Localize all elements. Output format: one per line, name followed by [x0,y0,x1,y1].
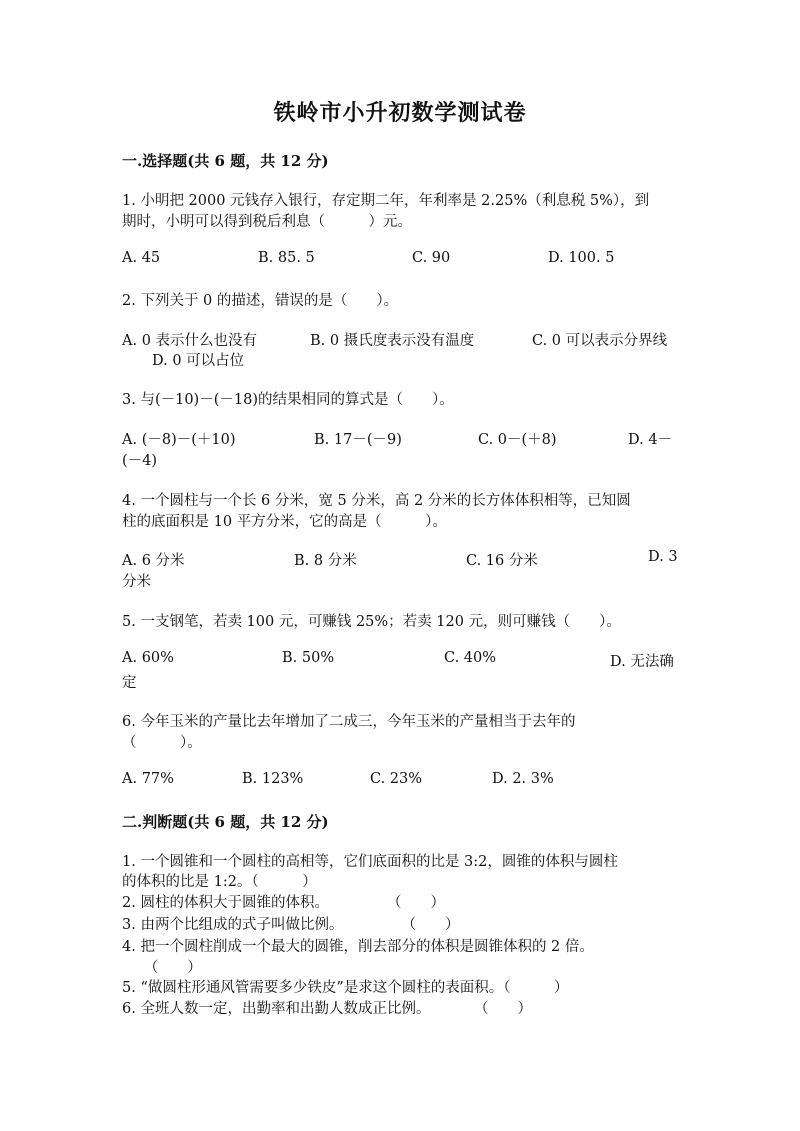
section-heading-judgment: 二.判断题(共 6 题，共 12 分) [122,813,329,831]
q6-line-2: （ ）。 [122,735,202,751]
judgment-line: 6. 全班人数一定，出勤率和出勤人数成正比例。 （ ） [122,1001,532,1017]
judgment-line: 2. 圆柱的体积大于圆锥的体积。 （ ） [122,895,445,911]
q4-line-2: 柱的底面积是 10 平方分米，它的高是（ ）。 [122,514,447,530]
q5-option-d-wrap: 定 [122,675,137,691]
q6-option-d: D. 2. 3% [492,771,554,787]
q1-option-d: D. 100. 5 [548,250,615,266]
judgment-line: （ ） [122,960,202,976]
q5-option-c: C. 40% [444,650,497,666]
q2-option-a: A. 0 表示什么也没有 [122,333,258,349]
judgment-line: 1. 一个圆锥和一个圆柱的高相等，它们底面积的比是 3:2，圆锥的体积与圆柱 [122,854,618,870]
judgment-line: 3. 由两个比组成的式子叫做比例。 （ ） [122,917,460,933]
q4-option-a: A. 6 分米 [122,553,185,569]
judgment-line: 4. 把一个圆柱削成一个最大的圆锥，削去部分的体积是圆锥体积的 2 倍。 [122,939,594,955]
q4-line-1: 4. 一个圆柱与一个长 6 分米，宽 5 分米，高 2 分米的长方体体积相等，已知圆 [122,493,631,509]
q3-option-a: A. (－8)－(＋10) [122,432,236,448]
q1-option-a: A. 45 [122,250,161,266]
q4-option-d-wrap: 分米 [122,574,151,590]
q4-option-d: D. 3 [648,549,678,565]
section-heading-choice: 一.选择题(共 6 题，共 12 分) [122,152,329,170]
q5-option-d: D. 无法确 [610,654,674,670]
q3-option-b: B. 17－(－9) [314,432,402,448]
q1-option-c: C. 90 [412,250,451,266]
q5-option-a: A. 60% [122,650,174,666]
q3-option-d-wrap: (－4) [122,453,158,469]
q4-option-c: C. 16 分米 [466,553,538,569]
q2-question: 2. 下列关于 0 的描述，错误的是（ ）。 [122,293,399,309]
q1-option-b: B. 85. 5 [258,250,315,266]
q5-question: 5. 一支钢笔，若卖 100 元，可赚钱 25%；若卖 120 元，则可赚钱（ ）。 [122,614,621,630]
q6-option-b: B. 123% [242,771,304,787]
judgment-line: 5. “做圆柱形通风管需要多少铁皮”是求这个圆柱的表面积。（ ） [122,980,569,996]
q6-option-c: C. 23% [370,771,423,787]
q5-option-b: B. 50% [282,650,335,666]
q3-option-d: D. 4－ [628,432,673,448]
q1-line-2: 期时，小明可以得到税后利息（ ）元。 [122,214,412,230]
q6-line-1: 6. 今年玉米的产量比去年增加了二成三，今年玉米的产量相当于去年的 [122,714,576,730]
q6-option-a: A. 77% [122,771,174,787]
page-title: 铁岭市小升初数学测试卷 [273,100,527,126]
q1-line-1: 1. 小明把 2000 元钱存入银行，存定期二年，年利率是 2.25%（利息税 5%），到 [122,193,650,209]
judgment-line: 的体积的比是 1:2。（ ） [122,874,317,890]
q2-option-c: C. 0 可以表示分界线 [532,333,668,349]
q3-option-c: C. 0－(＋8) [478,432,557,448]
q2-option-d: D. 0 可以占位 [152,353,245,369]
q2-option-b: B. 0 摄氏度表示没有温度 [310,333,475,349]
q4-option-b: B. 8 分米 [294,553,357,569]
q3-question: 3. 与(－10)－(－18)的结果相同的算式是（ ）。 [122,392,454,408]
